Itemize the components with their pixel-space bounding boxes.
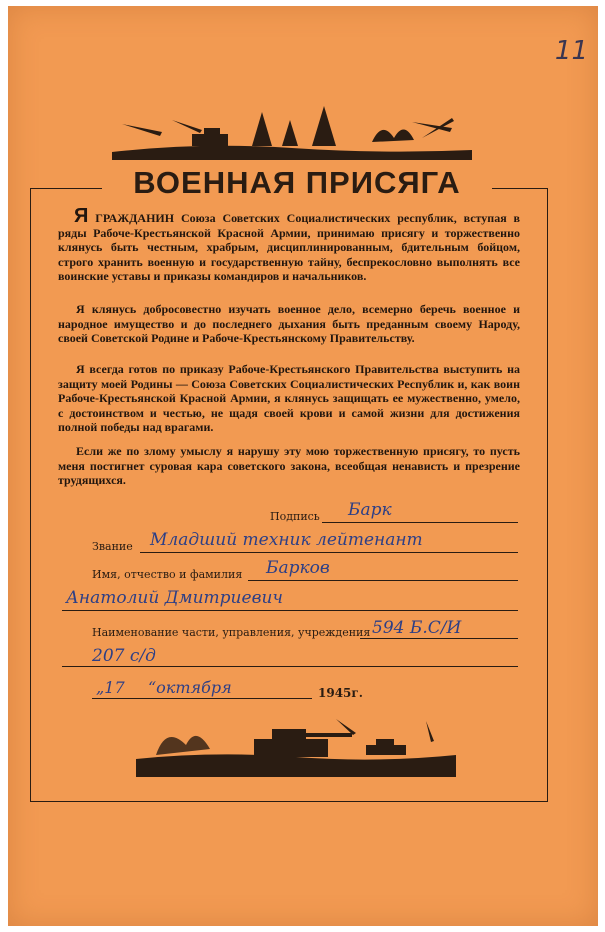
date-month: “октября: [148, 678, 232, 697]
oath-lead: ГРАЖДАНИН: [88, 211, 175, 225]
signature-value: Барк: [348, 500, 392, 520]
name-value-line2: Анатолий Дмитриевич: [66, 588, 283, 608]
oath-paragraph-3: Я всегда готов по приказу Рабоче-Крестьянского Правительства выступить на защиту моей Родины — Союза Советских Социалистических Республик и, как воин Рабоче-Крестьянской Красной Армии, я клянусь защищать ее мужественно, умело, с достоинством и честью, не щадя своей крови и самой жизни для достижения полной победы над врагами.: [58, 362, 520, 434]
name-value-line1: Барков: [266, 558, 330, 578]
oath-paragraph-1: [58, 205, 521, 284]
name-label: Имя, отчество и фамилия: [92, 568, 243, 581]
date-day: „17: [96, 678, 125, 697]
rank-value: Младший техник лейтенант: [150, 530, 423, 550]
oath-paragraph-1-text: Союза Советских Социалистических республик, вступая в ряды Рабоче-Крестьянской Красной Армии, принимаю присягу и торжественно клянусь быть честным, храбрым, дисциплинированным, бдительным бойцом, строго хранить военную и государственную тайну, беспрекословно выполнять все воинские уставы и приказы командиров и начальников.: [58, 211, 521, 283]
unit-line-2: [62, 666, 518, 667]
unit-value-line1: 594 Б.С/И: [372, 618, 462, 638]
signature-line: [322, 522, 518, 523]
date-year: 1945г.: [318, 686, 363, 700]
drop-cap: Я: [74, 205, 89, 227]
unit-line-1: [360, 638, 518, 639]
rank-line: [140, 552, 518, 553]
signature-label: Подпись: [270, 510, 320, 523]
oath-paragraph-4: Если же по злому умыслу я нарушу эту мою торжественную присягу, то пусть меня постигнет суровая кара советского закона, всеобщая ненависть и презрение трудящихся.: [58, 444, 520, 487]
document-title: ВОЕННАЯ ПРИСЯГА: [102, 165, 492, 201]
unit-value-line2: 207 с/д: [92, 646, 156, 666]
date-line: [92, 698, 312, 699]
unit-label: Наименование части, управления, учреждения: [92, 626, 371, 639]
name-line-2: [62, 610, 518, 611]
top-battle-vignette: [112, 102, 472, 160]
rank-label: Звание: [92, 540, 133, 553]
oath-paragraph-2: Я клянусь добросовестно изучать военное дело, всемерно беречь военное и народное имущество и до последнего дыхания быть преданным своему Народу, своей Советской Родине и Рабоче-Крестьянскому Правительству.: [58, 302, 520, 345]
name-line-1: [248, 580, 518, 581]
archive-page-number: 11: [554, 36, 588, 66]
bottom-tank-vignette: [136, 715, 456, 777]
